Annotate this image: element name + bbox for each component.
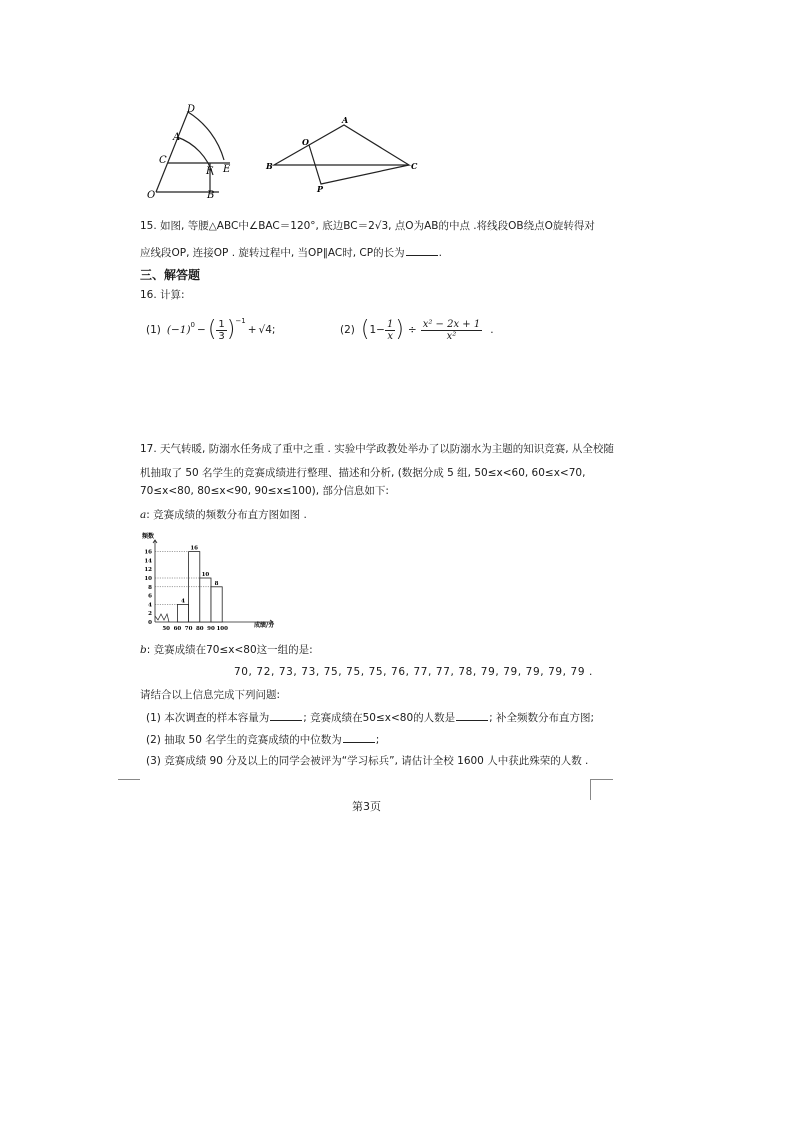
y-axis-title: 频数 [142, 533, 155, 540]
x-axis-title: 成绩/分 [254, 622, 275, 629]
x-tick-label: 60 [173, 626, 182, 632]
bar-value-label: 16 [190, 545, 199, 552]
q16-p2-one: 1− [369, 324, 385, 336]
q15-line2-end: . [438, 247, 442, 259]
frac-den: 3 [218, 330, 225, 342]
left-paren: ( [207, 317, 217, 342]
label-c: C [159, 155, 167, 166]
x-tick-label: 50 [162, 626, 171, 632]
label-o: O [147, 190, 156, 200]
q17-s2-a: (2) 抽取 50 名学生的竞赛成绩的中位数为 [146, 734, 342, 746]
axis-break [155, 614, 169, 622]
q15-line2 [140, 245, 442, 260]
q17-b-text: : 竞赛成绩在70≤x<80这一组的是: [146, 644, 313, 656]
q17-sub2 [146, 732, 379, 747]
q17-a [140, 508, 307, 522]
q16-p1-minus: − [197, 324, 206, 336]
label-p2: P [317, 184, 324, 192]
q15-line2-text: 应线段OP, 连接OP . 旋转过程中, 当OP∥AC时, CP的长为 [140, 247, 405, 259]
q17-s1-b: ; 竞赛成绩在50≤x<80的人数是 [303, 712, 456, 724]
label-b: B [207, 190, 215, 200]
figure-sector [140, 100, 250, 200]
q17-b-data: 70, 72, 73, 73, 75, 75, 75, 76, 77, 77, 78, 79, 79, 79, 79, 79 . [234, 666, 593, 678]
q16-p2-end: . [490, 324, 494, 336]
histogram-bar [200, 578, 211, 622]
q17-s1-blank2[interactable] [456, 710, 488, 721]
q16-p1-label: (1) [146, 324, 161, 336]
q16-p2-div: ÷ [407, 324, 417, 336]
q17-b [140, 643, 313, 657]
right-paren: ) [226, 317, 236, 342]
section-heading: 三、解答题 [140, 268, 201, 282]
frac-num: x² − 2x + 1 [422, 318, 481, 330]
q17-sub1 [146, 710, 594, 725]
q17-line1: 17. 天气转暖, 防溺水任务成了重中之重 . 实验中学政教处举办了以防溺水为主题的知识竞赛, 从全校随 [140, 443, 614, 455]
q17-s1-blank1[interactable] [270, 710, 302, 721]
q16-p1-exp0: 0 [190, 321, 196, 329]
y-tick-label: 14 [144, 558, 152, 565]
label-d: D [187, 104, 196, 115]
page-number: 第3页 [352, 800, 381, 813]
y-tick-label: 6 [148, 593, 152, 600]
y-tick-label: 2 [148, 611, 152, 618]
histogram-bar [211, 587, 222, 622]
y-tick-label: 4 [148, 602, 152, 609]
x-tick-label: 70 [184, 626, 193, 632]
label-a: A [173, 132, 181, 143]
frequency-histogram [138, 526, 298, 638]
q17-a-text: : 竞赛成绩的频数分布直方图如图 . [146, 509, 307, 521]
left-paren: ( [360, 317, 370, 342]
frac-num: 1 [218, 318, 225, 330]
x-tick-label: 90 [207, 626, 215, 632]
q16-p1-end: ; [271, 324, 276, 336]
q16-title: 16. 计算: [140, 289, 185, 301]
q17-line2: 机抽取了 50 名学生的竞赛成绩进行整理、描述和分析, (数据分成 5 组, 50≤x<60, 60≤x<70, [140, 467, 586, 479]
bar-value-label: 10 [201, 572, 210, 578]
y-tick-label: 0 [148, 620, 152, 626]
y-tick-label: 16 [144, 549, 152, 556]
q16-part1 [146, 312, 275, 348]
q15-line1: 15. 如图, 等腰△ABC中∠BAC＝120°, 底边BC＝2√3, 点O为AB的中点 .将线段OB绕点O旋转得对 [140, 220, 595, 232]
q16-p2-frac [385, 319, 395, 342]
page-corner-left [118, 779, 140, 780]
label-b2: B [266, 161, 273, 171]
q17-s1-c: ; 补全频数分布直方图; [489, 712, 595, 724]
x-tick-label: 100 [216, 626, 228, 632]
q17-s2-blank[interactable] [343, 732, 375, 743]
q17-prompt: 请结合以上信息完成下列问题: [140, 689, 281, 701]
q16-part2 [340, 312, 494, 348]
right-paren: ) [395, 317, 404, 342]
histogram-bar [177, 604, 188, 622]
frac-den: x² [446, 330, 457, 342]
q16-p1-plus: + [247, 324, 257, 336]
figure-triangle [262, 112, 424, 192]
q16-p1-sqrt: √4 [258, 324, 272, 336]
q17-b-label: b [140, 644, 147, 656]
y-tick-label: 12 [144, 567, 152, 574]
q16-p2-bigfrac [421, 319, 483, 342]
label-a2: A [342, 115, 349, 125]
q16-p1-frac [216, 319, 226, 342]
label-f: F [206, 166, 213, 177]
q16-p2-label: (2) [340, 324, 355, 336]
label-e: E [223, 164, 231, 175]
bar-value-label: 4 [181, 598, 185, 605]
q15-answer-blank[interactable] [406, 245, 438, 256]
x-tick-label: 80 [195, 626, 204, 632]
y-tick-label: 8 [148, 584, 152, 591]
q17-s1-a: (1) 本次调查的样本容量为 [146, 712, 270, 724]
q17-line3: 70≤x<80, 80≤x<90, 90≤x≤100), 部分信息如下: [140, 485, 389, 497]
frac-den: x [387, 330, 393, 342]
bar-value-label: 8 [214, 580, 219, 587]
label-o2: O [302, 137, 309, 147]
y-tick-label: 10 [144, 576, 152, 582]
label-c2: C [411, 161, 418, 171]
q17-a-label: a [140, 509, 147, 521]
frac-num: 1 [386, 318, 394, 330]
q17-s2-b: ; [375, 734, 380, 746]
page-corner-right [590, 779, 613, 800]
q16-p1-exp: −1 [235, 317, 246, 325]
q16-p1-base: (−1) [166, 324, 191, 336]
q17-sub3: (3) 竞赛成绩 90 分及以上的同学会被评为“学习标兵”, 请估计全校 1600 人中获此殊荣的人数 . [146, 755, 589, 767]
